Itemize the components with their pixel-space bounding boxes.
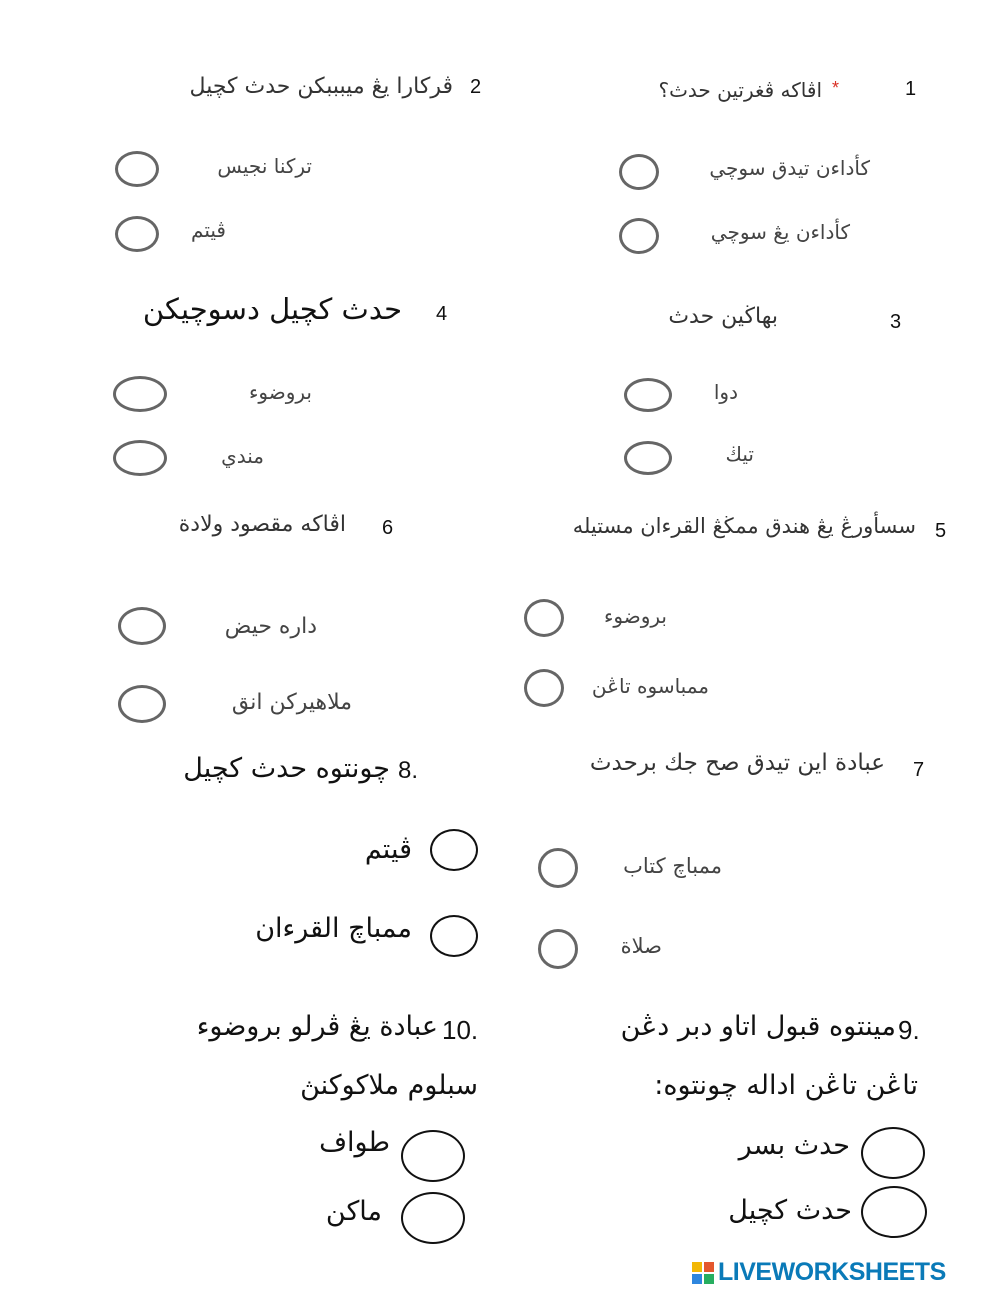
question-8-number: 8. xyxy=(398,757,419,784)
question-9-option-1-label: حدث بسر xyxy=(738,1130,850,1161)
question-3-option-1-radio[interactable] xyxy=(624,378,672,412)
logo-text: LIVEWORKSHEETS xyxy=(718,1258,946,1286)
question-10-text: عبادة يڠ ڤرلو بروضوء xyxy=(196,1011,438,1042)
question-5-number: 5 xyxy=(935,520,947,542)
question-9-number: 9. xyxy=(898,1015,920,1045)
question-5-option-1-label: بروضوء xyxy=(604,604,667,628)
question-7-option-1-label: ممباچ كتاب xyxy=(623,854,722,878)
question-7-number: 7 xyxy=(913,759,925,781)
question-7-text: عبادة اين تيدق صح جك برحدث xyxy=(589,750,885,776)
question-10-number: 10. xyxy=(442,1015,479,1045)
question-10-text-line-2: سبلوم ملاكوكنڽ xyxy=(300,1070,478,1101)
question-3-option-2-radio[interactable] xyxy=(624,441,672,475)
question-2-text: ڤركارا يڠ ميبببكن حدث كچيل xyxy=(189,74,453,99)
question-3-number: 3 xyxy=(890,311,902,333)
question-1-option-2-label: كأداءن يڠ سوچي xyxy=(710,220,850,244)
question-6-option-1-radio[interactable] xyxy=(118,607,166,645)
question-8-option-2-label: ممباچ القرءان xyxy=(255,913,412,944)
question-7-option-2-radio[interactable] xyxy=(538,929,578,969)
question-1-option-1-radio[interactable] xyxy=(619,154,659,190)
question-1-text: اڤاكه ڤغرتين حدث؟ xyxy=(658,78,822,102)
question-9-text-line-2: تاڠن تاڠن اداله چونتوه: xyxy=(654,1070,918,1101)
question-3-option-1-label: دوا xyxy=(713,380,738,404)
question-8-option-2-radio[interactable] xyxy=(430,915,478,957)
question-4-text: حدث كچيل دسوچيكن xyxy=(142,292,402,326)
question-1-number: 1 xyxy=(905,78,917,100)
question-5-option-2-radio[interactable] xyxy=(524,669,564,707)
question-8-option-1-label: ڤيتم xyxy=(364,834,412,865)
question-10-option-2-radio[interactable] xyxy=(401,1192,465,1244)
question-4-option-2-label: مندي xyxy=(221,444,264,468)
question-10-option-1-radio[interactable] xyxy=(401,1130,465,1182)
question-4-option-2-radio[interactable] xyxy=(113,440,167,476)
liveworksheets-logo-icon xyxy=(692,1262,714,1284)
question-2-number: 2 xyxy=(470,76,482,98)
question-1-option-1-label: كأداءن تيدق سوچي xyxy=(709,156,870,180)
question-6-option-2-radio[interactable] xyxy=(118,685,166,723)
question-7-option-2-label: صلاة xyxy=(620,934,662,958)
question-2-option-2-label: ڤيتم xyxy=(191,218,226,242)
question-6-text: اڤاكه مقصود ولادة xyxy=(178,512,346,537)
question-1-option-2-radio[interactable] xyxy=(619,218,659,254)
question-10-option-1-label: طواف xyxy=(319,1127,390,1158)
question-2-option-1-radio[interactable] xyxy=(115,151,159,187)
question-9-text: مينتوه قبول اتاو دبر دڠن xyxy=(620,1011,896,1042)
question-2-option-1-label: تركنا نجيس xyxy=(217,154,312,178)
question-6-option-1-label: داره حيض xyxy=(224,614,317,639)
required-star: * xyxy=(832,78,840,98)
question-4-option-1-label: بروضوء xyxy=(249,380,312,404)
question-8-option-1-radio[interactable] xyxy=(430,829,478,871)
question-7-option-1-radio[interactable] xyxy=(538,848,578,888)
question-5-option-1-radio[interactable] xyxy=(524,599,564,637)
question-4-number: 4 xyxy=(436,303,448,325)
question-5-option-2-label: ممباسوه تاڠن xyxy=(591,674,709,698)
question-9-option-2-radio[interactable] xyxy=(861,1186,927,1238)
question-9-option-1-radio[interactable] xyxy=(861,1127,925,1179)
question-2-option-2-radio[interactable] xyxy=(115,216,159,252)
question-4-option-1-radio[interactable] xyxy=(113,376,167,412)
question-3-option-2-label: تيڬ xyxy=(725,442,754,466)
question-10-option-2-label: ماكن xyxy=(325,1196,382,1227)
question-8-text: چونتوه حدث كچيل xyxy=(183,753,390,784)
question-3-text: بهاڬين حدث xyxy=(668,304,778,329)
question-6-option-2-label: ملاهيركن انق xyxy=(231,690,352,715)
liveworksheets-logo xyxy=(692,1260,992,1286)
question-9-option-2-label: حدث كچيل xyxy=(728,1195,852,1226)
question-6-number: 6 xyxy=(382,517,394,539)
question-5-text: سسأورڠ يڠ هندق ممڬڠ القرءان مستيله xyxy=(572,514,916,538)
